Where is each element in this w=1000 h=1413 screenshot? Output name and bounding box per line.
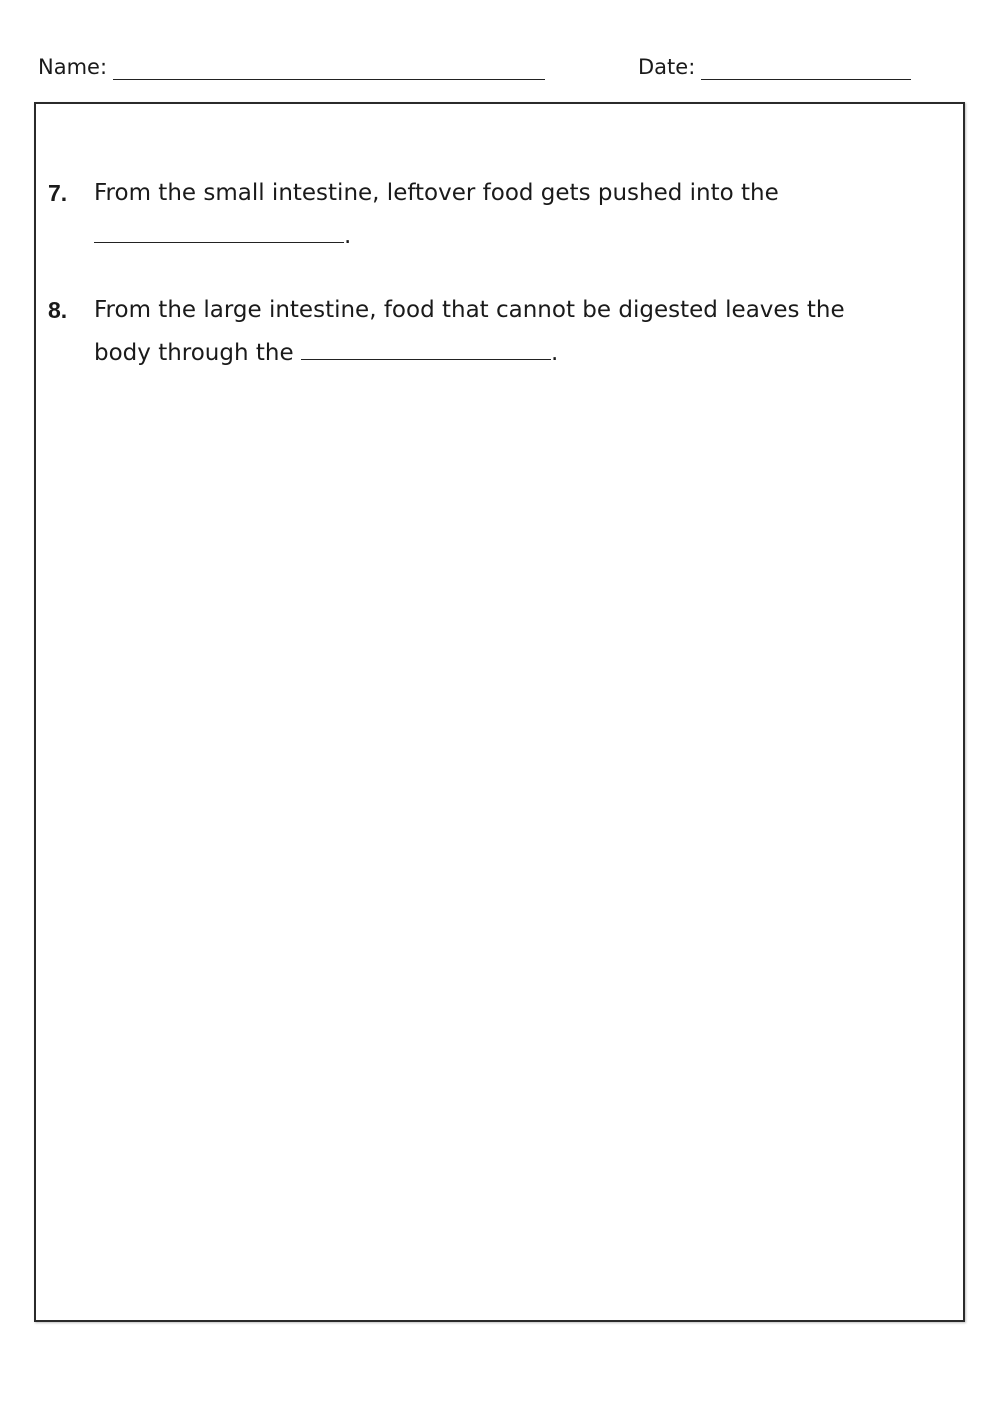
name-label: Name: <box>38 55 108 79</box>
question-text-line: From the small intestine, leftover food gets pushed into the <box>94 180 779 206</box>
question-7 <box>48 172 908 258</box>
question-text-prefix: body through the <box>94 340 294 366</box>
question-text-line: From the large intestine, food that cannot be digested leaves the <box>94 297 845 323</box>
date-input-line[interactable] <box>701 55 911 80</box>
answer-blank[interactable] <box>94 222 344 243</box>
question-8 <box>48 289 908 375</box>
worksheet-header <box>38 50 928 90</box>
date-label: Date: <box>638 55 696 79</box>
name-field-group <box>38 50 545 84</box>
question-body <box>94 172 908 258</box>
question-body <box>94 289 908 375</box>
question-number: 8. <box>48 297 68 323</box>
sentence-period: . <box>550 340 559 366</box>
name-input-line[interactable] <box>113 55 545 80</box>
worksheet-box <box>34 102 965 1322</box>
answer-line <box>94 332 908 375</box>
question-number: 7. <box>48 180 68 206</box>
answer-line <box>94 215 908 258</box>
date-field-group <box>638 50 911 84</box>
sentence-period: . <box>344 223 352 249</box>
answer-blank[interactable] <box>301 339 551 360</box>
